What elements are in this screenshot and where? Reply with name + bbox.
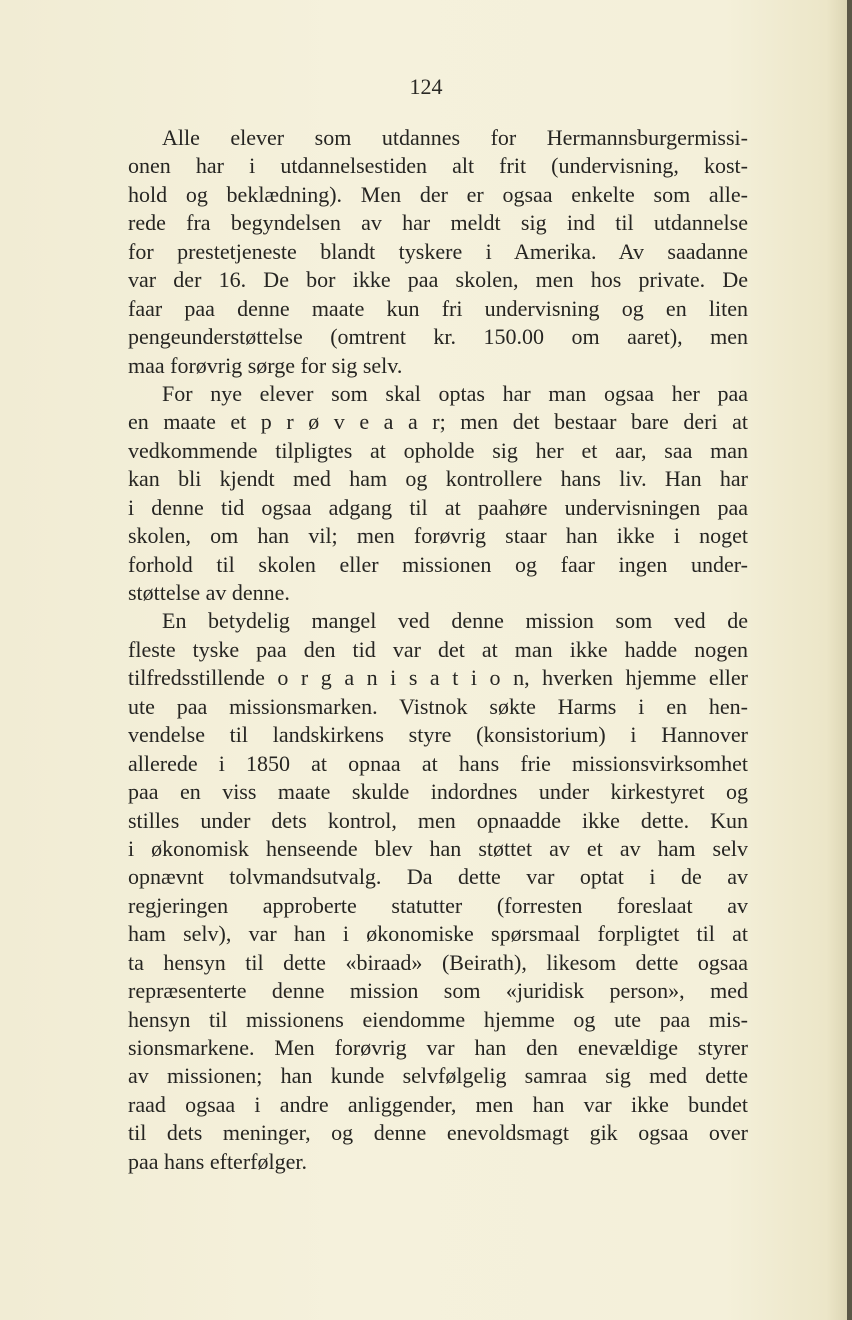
text-line: en maate et p r ø v e a a r; men det bestaar bare deri at bbox=[128, 409, 748, 435]
text-line: vedkommende tilpligtes at opholde sig her et aar, saa man bbox=[128, 437, 748, 463]
text-line: faar paa denne maate kun fri undervisning og en liten bbox=[128, 295, 748, 321]
text-line: En betydelig mangel ved denne mission som ved de bbox=[162, 608, 748, 634]
text-line: forhold til skolen eller missionen og faar ingen under- bbox=[128, 551, 748, 577]
body-text bbox=[128, 124, 748, 1176]
text-line: var der 16. De bor ikke paa skolen, men hos private. De bbox=[128, 267, 748, 293]
text-line: i økonomisk henseende blev han støttet av et av ham selv bbox=[128, 835, 748, 861]
text-line: For nye elever som skal optas har man ogsaa her paa bbox=[162, 380, 748, 406]
text-line: raad ogsaa i andre anliggender, men han var ikke bundet bbox=[128, 1091, 748, 1117]
text-line: paa hans efterfølger. bbox=[128, 1148, 307, 1174]
text-line: onen har i utdannelsestiden alt frit (undervisning, kost- bbox=[128, 153, 748, 179]
text-line: vendelse til landskirkens styre (konsistorium) i Hannover bbox=[128, 722, 748, 748]
text-line: maa forøvrig sørge for sig selv. bbox=[128, 352, 403, 378]
page-number: 124 bbox=[409, 74, 443, 99]
text-line: Alle elever som utdannes for Hermannsburgermissi- bbox=[162, 125, 748, 150]
text-line: ute paa missionsmarken. Vistnok søkte Harms i en hen- bbox=[128, 693, 748, 719]
text-line: allerede i 1850 at opnaa at hans frie missionsvirksomhet bbox=[128, 750, 748, 776]
text-line: til dets meninger, og denne enevoldsmagt gik ogsaa over bbox=[128, 1120, 748, 1146]
text-line: sionsmarkene. Men forøvrig var han den enevældige styrer bbox=[128, 1035, 748, 1060]
text-line: i denne tid ogsaa adgang til at paahøre undervisningen paa bbox=[128, 494, 748, 520]
text-line: tilfredsstillende o r g a n i s a t i o n, hverken hjemme eller bbox=[128, 665, 748, 691]
text-line: paa en viss maate skulde indordnes under kirkestyret og bbox=[128, 779, 748, 805]
text-line: stilles under dets kontrol, men opnaadde ikke dette. Kun bbox=[128, 807, 748, 833]
text-line: støttelse av denne. bbox=[128, 580, 290, 605]
text-line: regjeringen approberte statutter (forresten foreslaat av bbox=[128, 892, 748, 918]
text-line: pengeunderstøttelse (omtrent kr. 150.00 om aaret), men bbox=[128, 324, 748, 350]
text-line: fleste tyske paa den tid var det at man ikke hadde nogen bbox=[128, 636, 748, 662]
text-line: skolen, om han vil; men forøvrig staar han ikke i noget bbox=[128, 523, 748, 549]
text-line: opnævnt tolvmandsutvalg. Da dette var optat i de av bbox=[128, 864, 748, 890]
text-line: repræsenterte denne mission som «juridisk person», med bbox=[128, 978, 748, 1004]
text-line: ham selv), var han i økonomiske spørsmaal forpligtet til at bbox=[128, 921, 748, 947]
text-line: ta hensyn til dette «biraad» (Beirath), likesom dette ogsaa bbox=[128, 949, 748, 975]
page-edge bbox=[847, 0, 852, 1320]
text-line: hensyn til missionens eiendomme hjemme og ute paa mis- bbox=[128, 1006, 748, 1032]
text-line: av missionen; han kunde selvfølgelig samraa sig med dette bbox=[128, 1063, 748, 1089]
text-line: for prestetjeneste blandt tyskere i Amerika. Av saadanne bbox=[128, 238, 748, 264]
text-line: hold og beklædning). Men der er ogsaa enkelte som alle- bbox=[128, 181, 748, 207]
text-line: kan bli kjendt med ham og kontrollere hans liv. Han har bbox=[128, 466, 748, 492]
text-line: rede fra begyndelsen av har meldt sig ind til utdannelse bbox=[128, 210, 748, 236]
